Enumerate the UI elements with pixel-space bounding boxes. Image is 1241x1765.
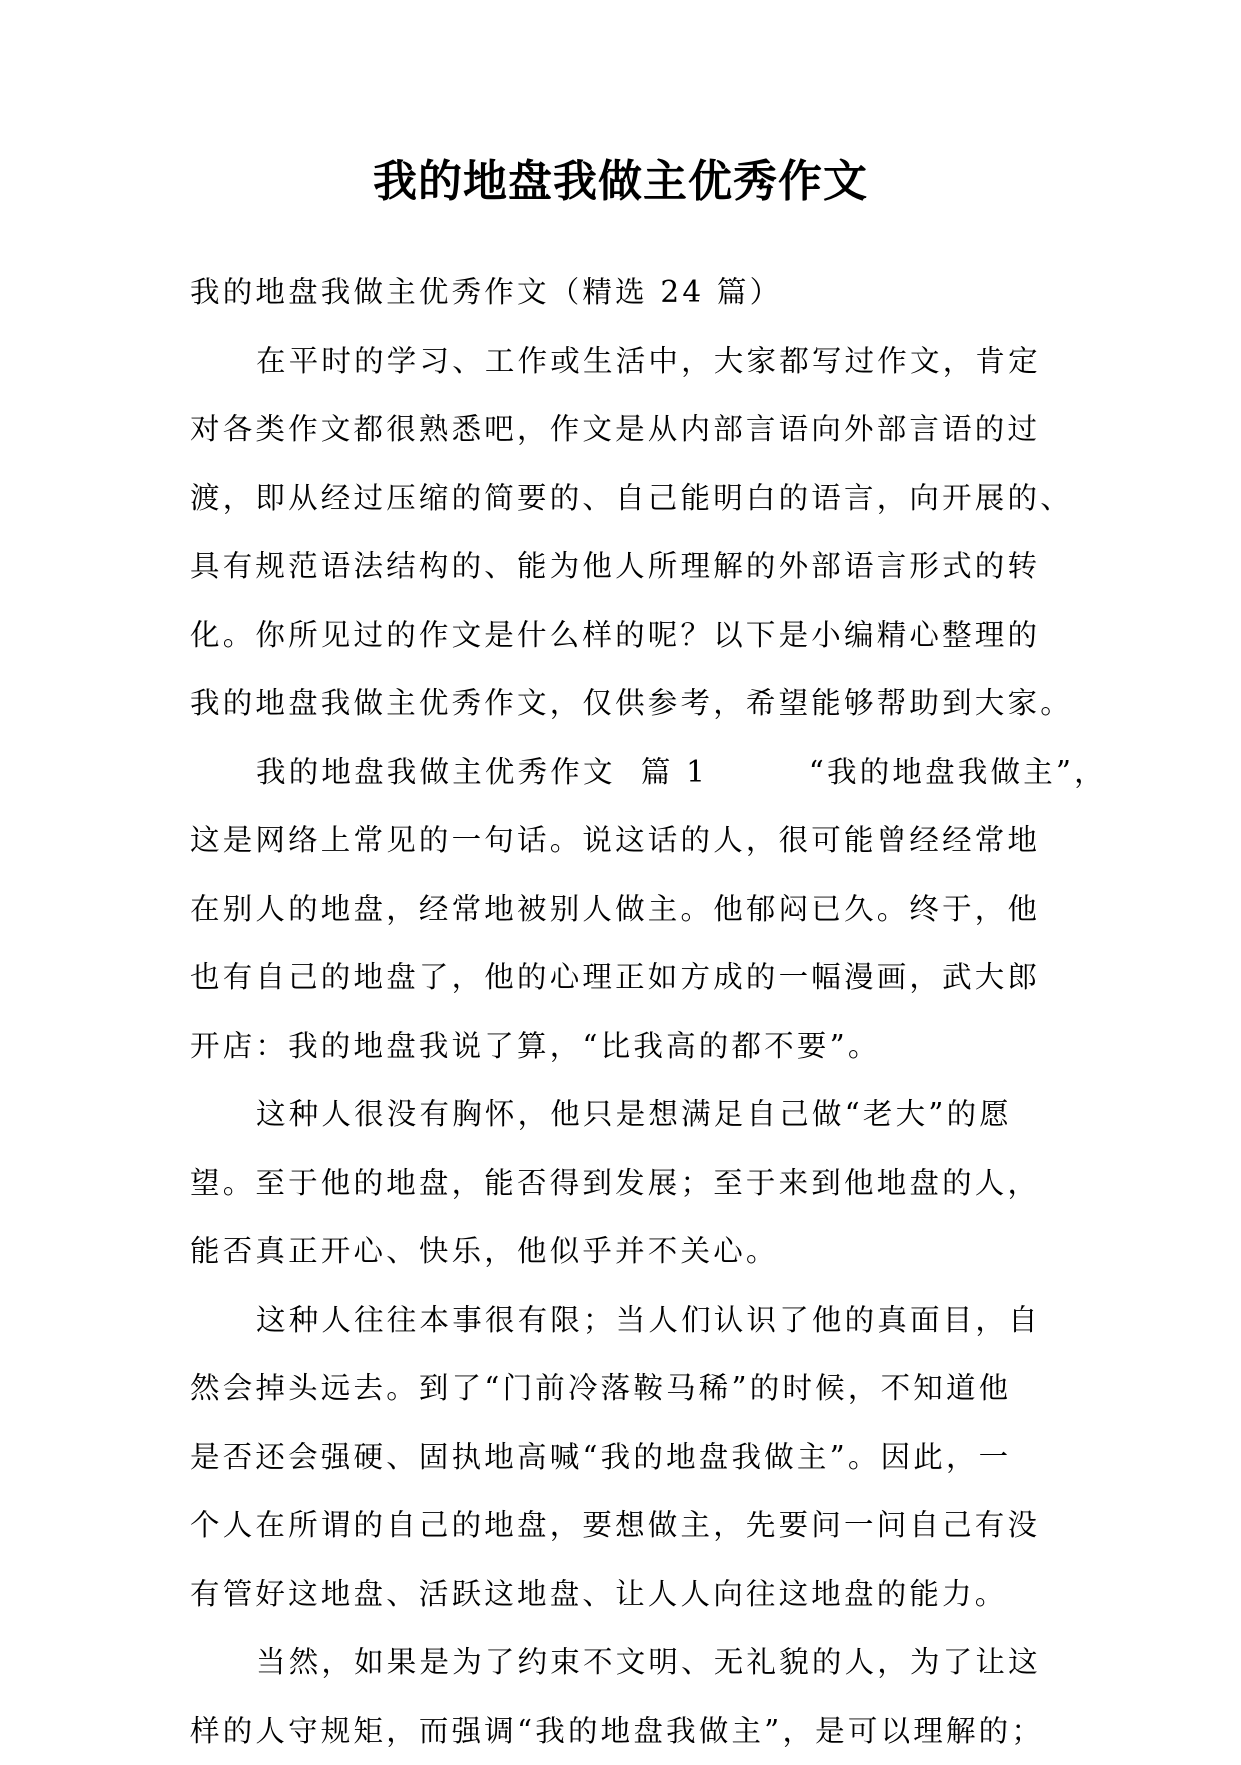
paragraph-line: 能否真正开心、快乐，他似乎并不关心。	[190, 1217, 1070, 1286]
paragraph-line: 也有自己的地盘了，他的心理正如方成的一幅漫画，武大郎	[190, 943, 1070, 1012]
paragraph-line: 在别人的地盘，经常地被别人做主。他郁闷已久。终于，他	[190, 875, 1070, 944]
paragraph-line: 这是网络上常见的一句话。说这话的人，很可能曾经经常地	[190, 806, 1070, 875]
section-heading-line: 我的地盘我做主优秀作文 篇 1 “我的地盘我做主”，	[190, 738, 1070, 807]
paragraph-line: 当然，如果是为了约束不文明、无礼貌的人，为了让这	[190, 1628, 1070, 1697]
paragraph-line: 渡，即从经过压缩的简要的、自己能明白的语言，向开展的、	[190, 464, 1070, 533]
paragraph-line: 这种人很没有胸怀，他只是想满足自己做“老大”的愿	[190, 1080, 1070, 1149]
paragraph-line: 望。至于他的地盘，能否得到发展；至于来到他地盘的人，	[190, 1149, 1070, 1218]
paragraph-line: 是否还会强硬、固执地高喊“我的地盘我做主”。因此，一	[190, 1423, 1070, 1492]
paragraph-line: 我的地盘我做主优秀作文，仅供参考，希望能够帮助到大家。	[190, 669, 1070, 738]
paragraph-line: 有管好这地盘、活跃这地盘、让人人向往这地盘的能力。	[190, 1560, 1070, 1629]
document-title: 我的地盘我做主优秀作文	[0, 150, 1241, 214]
paragraph-line: 在平时的学习、工作或生活中，大家都写过作文，肯定	[190, 327, 1070, 396]
paragraph-line: 个人在所谓的自己的地盘，要想做主，先要问一问自己有没	[190, 1491, 1070, 1560]
paragraph-line: 然会掉头远去。到了“门前冷落鞍马稀”的时候，不知道他	[190, 1354, 1070, 1423]
paragraph-line: 对各类作文都很熟悉吧，作文是从内部言语向外部言语的过	[190, 395, 1070, 464]
subtitle-line: 我的地盘我做主优秀作文（精选 24 篇）	[190, 258, 1070, 327]
paragraph-line: 这种人往往本事很有限；当人们认识了他的真面目，自	[190, 1286, 1070, 1355]
paragraph-line: 开店：我的地盘我说了算，“比我高的都不要”。	[190, 1012, 1070, 1081]
paragraph-line: 具有规范语法结构的、能为他人所理解的外部语言形式的转	[190, 532, 1070, 601]
paragraph-line: 化。你所见过的作文是什么样的呢？以下是小编精心整理的	[190, 601, 1070, 670]
document-body	[190, 258, 1070, 1765]
paragraph-line: 样的人守规矩，而强调“我的地盘我做主”，是可以理解的；	[190, 1697, 1070, 1765]
